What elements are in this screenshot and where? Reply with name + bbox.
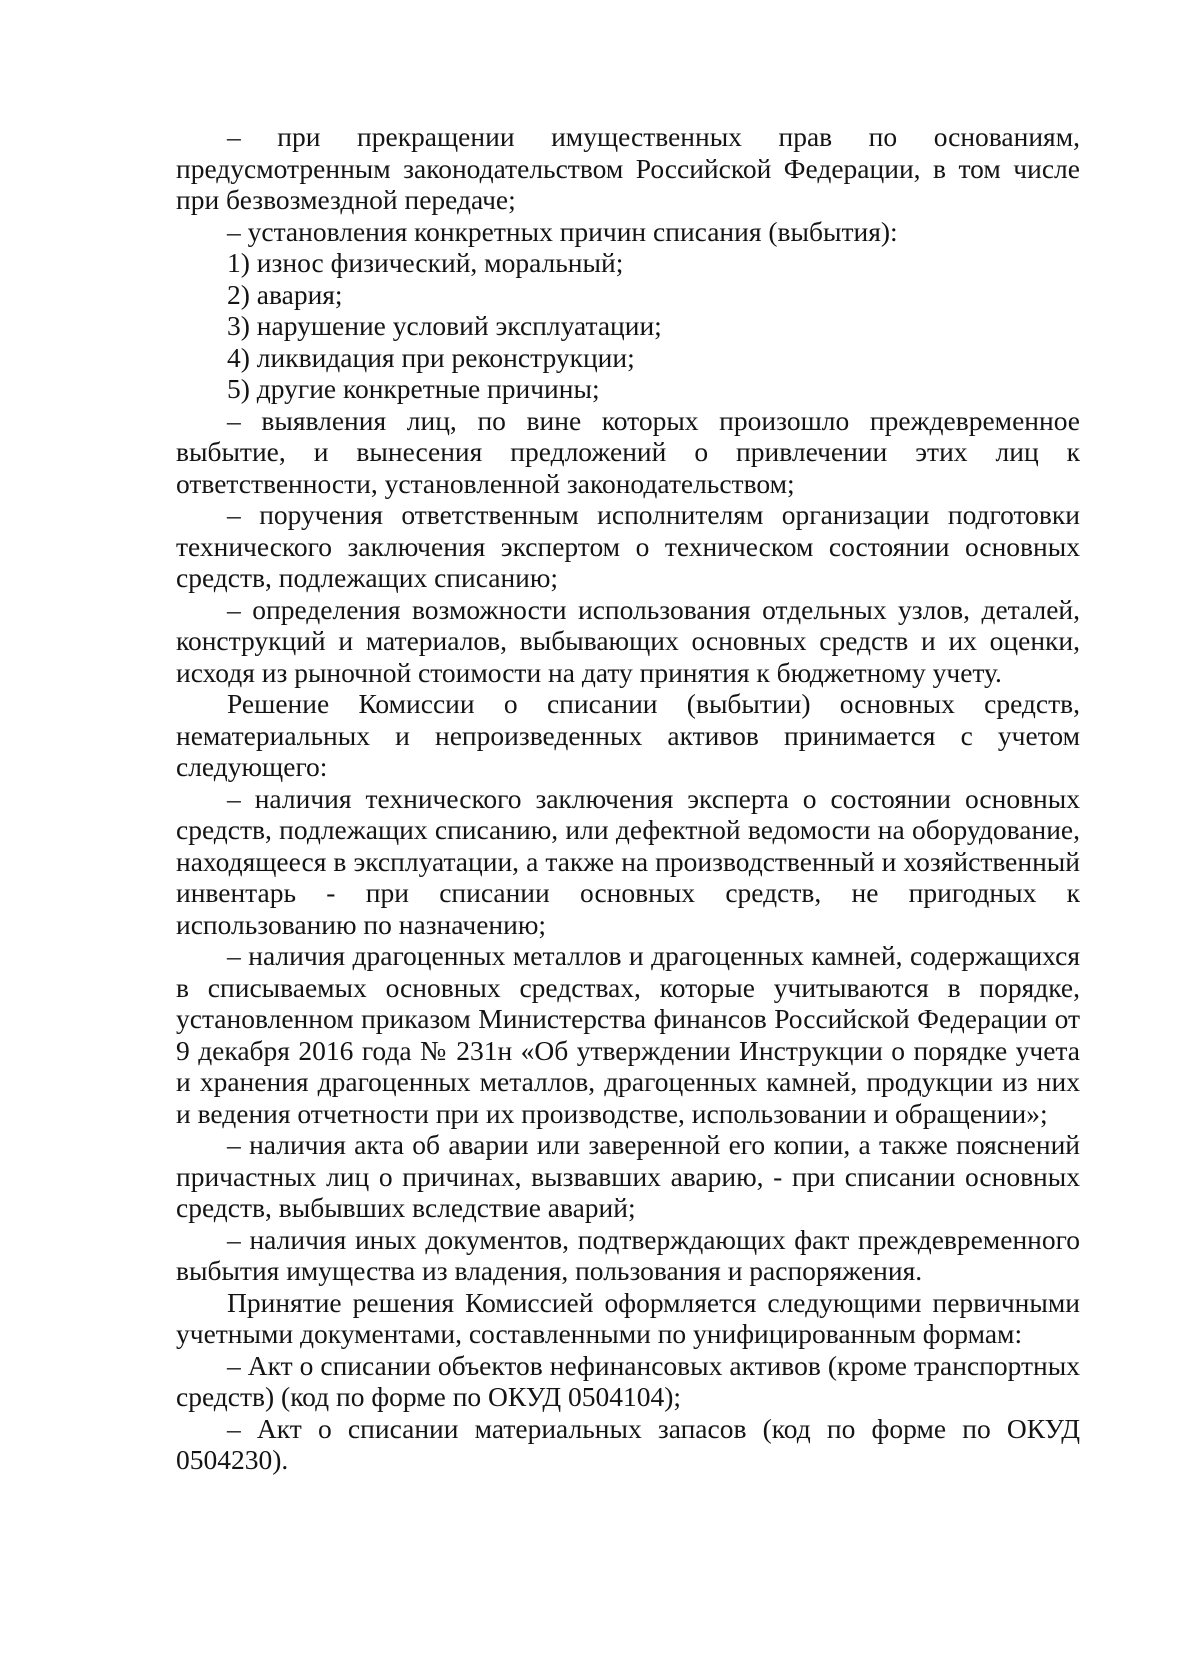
- list-item-operation-violation: 3) нарушение условий эксплуатации;: [227, 310, 662, 341]
- list-item-other-reasons: 5) другие конкретные причины;: [227, 373, 600, 404]
- list-item-accident: 2) авария;: [227, 278, 343, 310]
- paragraph-precious-metals: – наличия драгоценных металлов и драгоценных камней, содержащихся в списываемых основных средствах, которые учитываются в порядке, установленном приказом Министерства финансов Российской Федерации от 9 декабря 2016 года № 231н «Об утверждении Инструкции о порядке учета и хранения драгоценных металлов, драгоценных камней, продукции из них и ведения отчетности при их производстве, использовании и обращении»;: [176, 940, 1080, 1129]
- paragraph-act-nonfinancial-assets: – Акт о списании объектов нефинансовых активов (кроме транспортных средств) (код по форме по ОКУД 0504104);: [176, 1349, 1080, 1412]
- paragraph-other-documents: – наличия иных документов, подтверждающих факт преждевременного выбытия имущества из владения, пользования и распоряжения.: [176, 1223, 1080, 1286]
- paragraph-write-off-reasons: – установления конкретных причин списания (выбытия):: [227, 215, 898, 247]
- document-body: [176, 121, 1080, 1476]
- paragraph-expert-conclusion-order: – поручения ответственным исполнителям организации подготовки технического заключения экспертом о техническом состоянии основных средств, подлежащих списанию;: [176, 499, 1080, 593]
- paragraph-reuse-assessment: – определения возможности использования отдельных узлов, деталей, конструкций и материалов, выбывающих основных средств и их оценки, исходя из рыночной стоимости на дату принятия к бюджетному учету.: [176, 593, 1080, 688]
- paragraph-identify-responsible: – выявления лиц, по вине которых произошло преждевременное выбытие, и вынесения предложений о привлечении этих лиц к ответственности, установленной законодательством;: [176, 404, 1080, 499]
- list-item-wear: 1) износ физический, моральный;: [227, 247, 624, 278]
- paragraph-technical-conclusion: – наличия технического заключения эксперта о состоянии основных средств, подлежащих списанию, или дефектной ведомости на оборудование, находящееся в эксплуатации, а также на производственный и хозяйственный инвентарь - при списании основных средств, не пригодных к использованию по назначению;: [176, 782, 1080, 940]
- paragraph-commission-decision: Решение Комиссии о списании (выбытии) основных средств, нематериальных и непроизведенных активов принимается с учетом следующего:: [176, 688, 1080, 782]
- paragraph-act-material-stocks: – Акт о списании материальных запасов (код по форме по ОКУД 0504230).: [176, 1412, 1080, 1475]
- paragraph-termination-of-rights: – при прекращении имущественных прав по основаниям, предусмотренным законодательством Российской Федерации, в том числе при безвозмездной передаче;: [176, 121, 1080, 215]
- paragraph-accident-act: – наличия акта об аварии или заверенной его копии, а также пояснений причастных лиц о причинах, вызвавших аварию, - при списании основных средств, выбывших вследствие аварий;: [176, 1129, 1080, 1223]
- paragraph-primary-documents: Принятие решения Комиссией оформляется следующими первичными учетными документами, составленными по унифицированным формам:: [176, 1286, 1080, 1349]
- list-item-liquidation: 4) ликвидация при реконструкции;: [227, 341, 635, 373]
